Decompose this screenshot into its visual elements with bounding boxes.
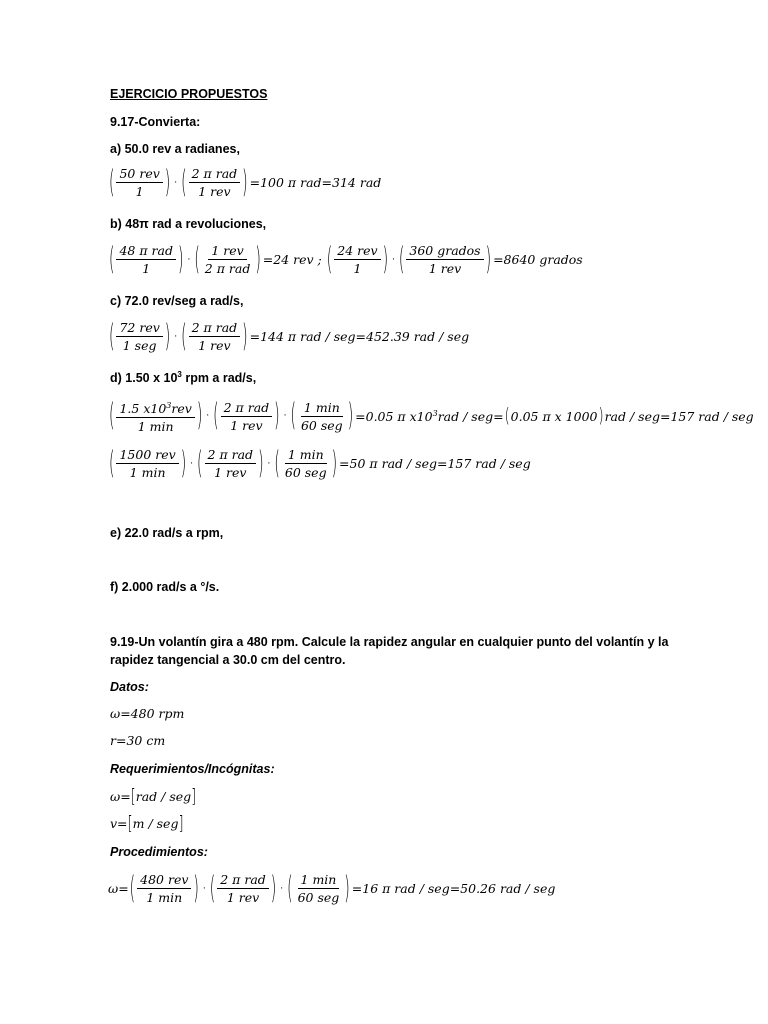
- item-b-label: b) 48π rad a revoluciones,: [110, 217, 267, 231]
- item-e-label: e) 22.0 rad/s a rpm,: [110, 526, 224, 540]
- item-d-label: d) 1.50 x $10^3$ rpm a rad/s,: [110, 370, 257, 386]
- item-c-equation: ( $\frac{\text{72 rev}}{\text{1 seg}}$ ) · ( $\frac{\text{2 π rad}}{\text{1 rev}}$ ) =144 π rad / seg=452.39 rad / seg: [109, 318, 470, 355]
- item-a-equation: ( $\frac{\text{50 rev}}{1}$ ) · ( $\frac{\text{2 π rad}}{\text{1 rev}}$ ) =100 π rad=314 rad: [109, 164, 382, 201]
- omega-equation: ω= ( $\frac{\text{480 rev}}{1 \min}$ ) · ( $\frac{\text{2 π rad}}{\text{1 rev}}$ ) · ( $\frac{1 \min}{\text{60 seg}}$ ) =16 π rad / seg=50.26 rad / seg: [108, 870, 556, 907]
- omega-value: ω=480 rpm: [110, 706, 185, 721]
- item-c-label: c) 72.0 rev/seg a rad/s,: [110, 294, 244, 308]
- item-f-label: f) 2.000 rad/s a °/s.: [110, 580, 220, 594]
- velocity-unit: v=[m / seg]: [110, 814, 184, 835]
- datos-heading: Datos:: [110, 680, 149, 694]
- problem-919-line2: rapidez tangencial a 30.0 cm del centro.: [110, 653, 346, 667]
- item-d-equation-2: ( $\frac{\text{1500 rev}}{1 \min}$ ) · ( $\frac{\text{2 π rad}}{\text{1 rev}}$ ) · ( $\frac{1 \min}{\text{60 seg}}$ ) =50 π rad / seg=157 rad / seg: [109, 445, 531, 482]
- omega-unit: ω=[rad / seg]: [110, 787, 197, 808]
- radius-value: r=30 cm: [110, 733, 166, 748]
- problem-917-heading: 9.17-Convierta:: [110, 115, 201, 129]
- page-title: EJERCICIO PROPUESTOS: [110, 87, 268, 101]
- item-d-equation-1: ( $\frac{1.5 x10^3rev}{1 \min}$ ) · ( $\frac{\text{2 π rad}}{\text{1 rev}}$ ) · ( $\frac{1 \min}{\text{60 seg}}$ ) =0.05 π $x10^3rad / seg=$ ( 0.05 π x 1000 ) rad / seg=157 rad / seg: [109, 398, 754, 435]
- problem-919-line1: 9.19-Un volantín gira a 480 rpm. Calcule la rapidez angular en cualquier punto del volantín y la: [110, 635, 669, 649]
- item-a-label: a) 50.0 rev a radianes,: [110, 142, 240, 156]
- procedimientos-heading: Procedimientos:: [110, 845, 208, 859]
- item-b-equation: ( $\frac{\text{48 π rad}}{1}$ ) · ( $\frac{\text{1 rev}}{\text{2 π rad}}$ ) =24 rev ; ( $\frac{\text{24 rev}}{1}$ ) · ( $\frac{\text{360 grados}}{\text{1 rev}}$ ) =8640 grados: [109, 241, 583, 278]
- requerimientos-heading: Requerimientos/Incógnitas:: [110, 762, 275, 776]
